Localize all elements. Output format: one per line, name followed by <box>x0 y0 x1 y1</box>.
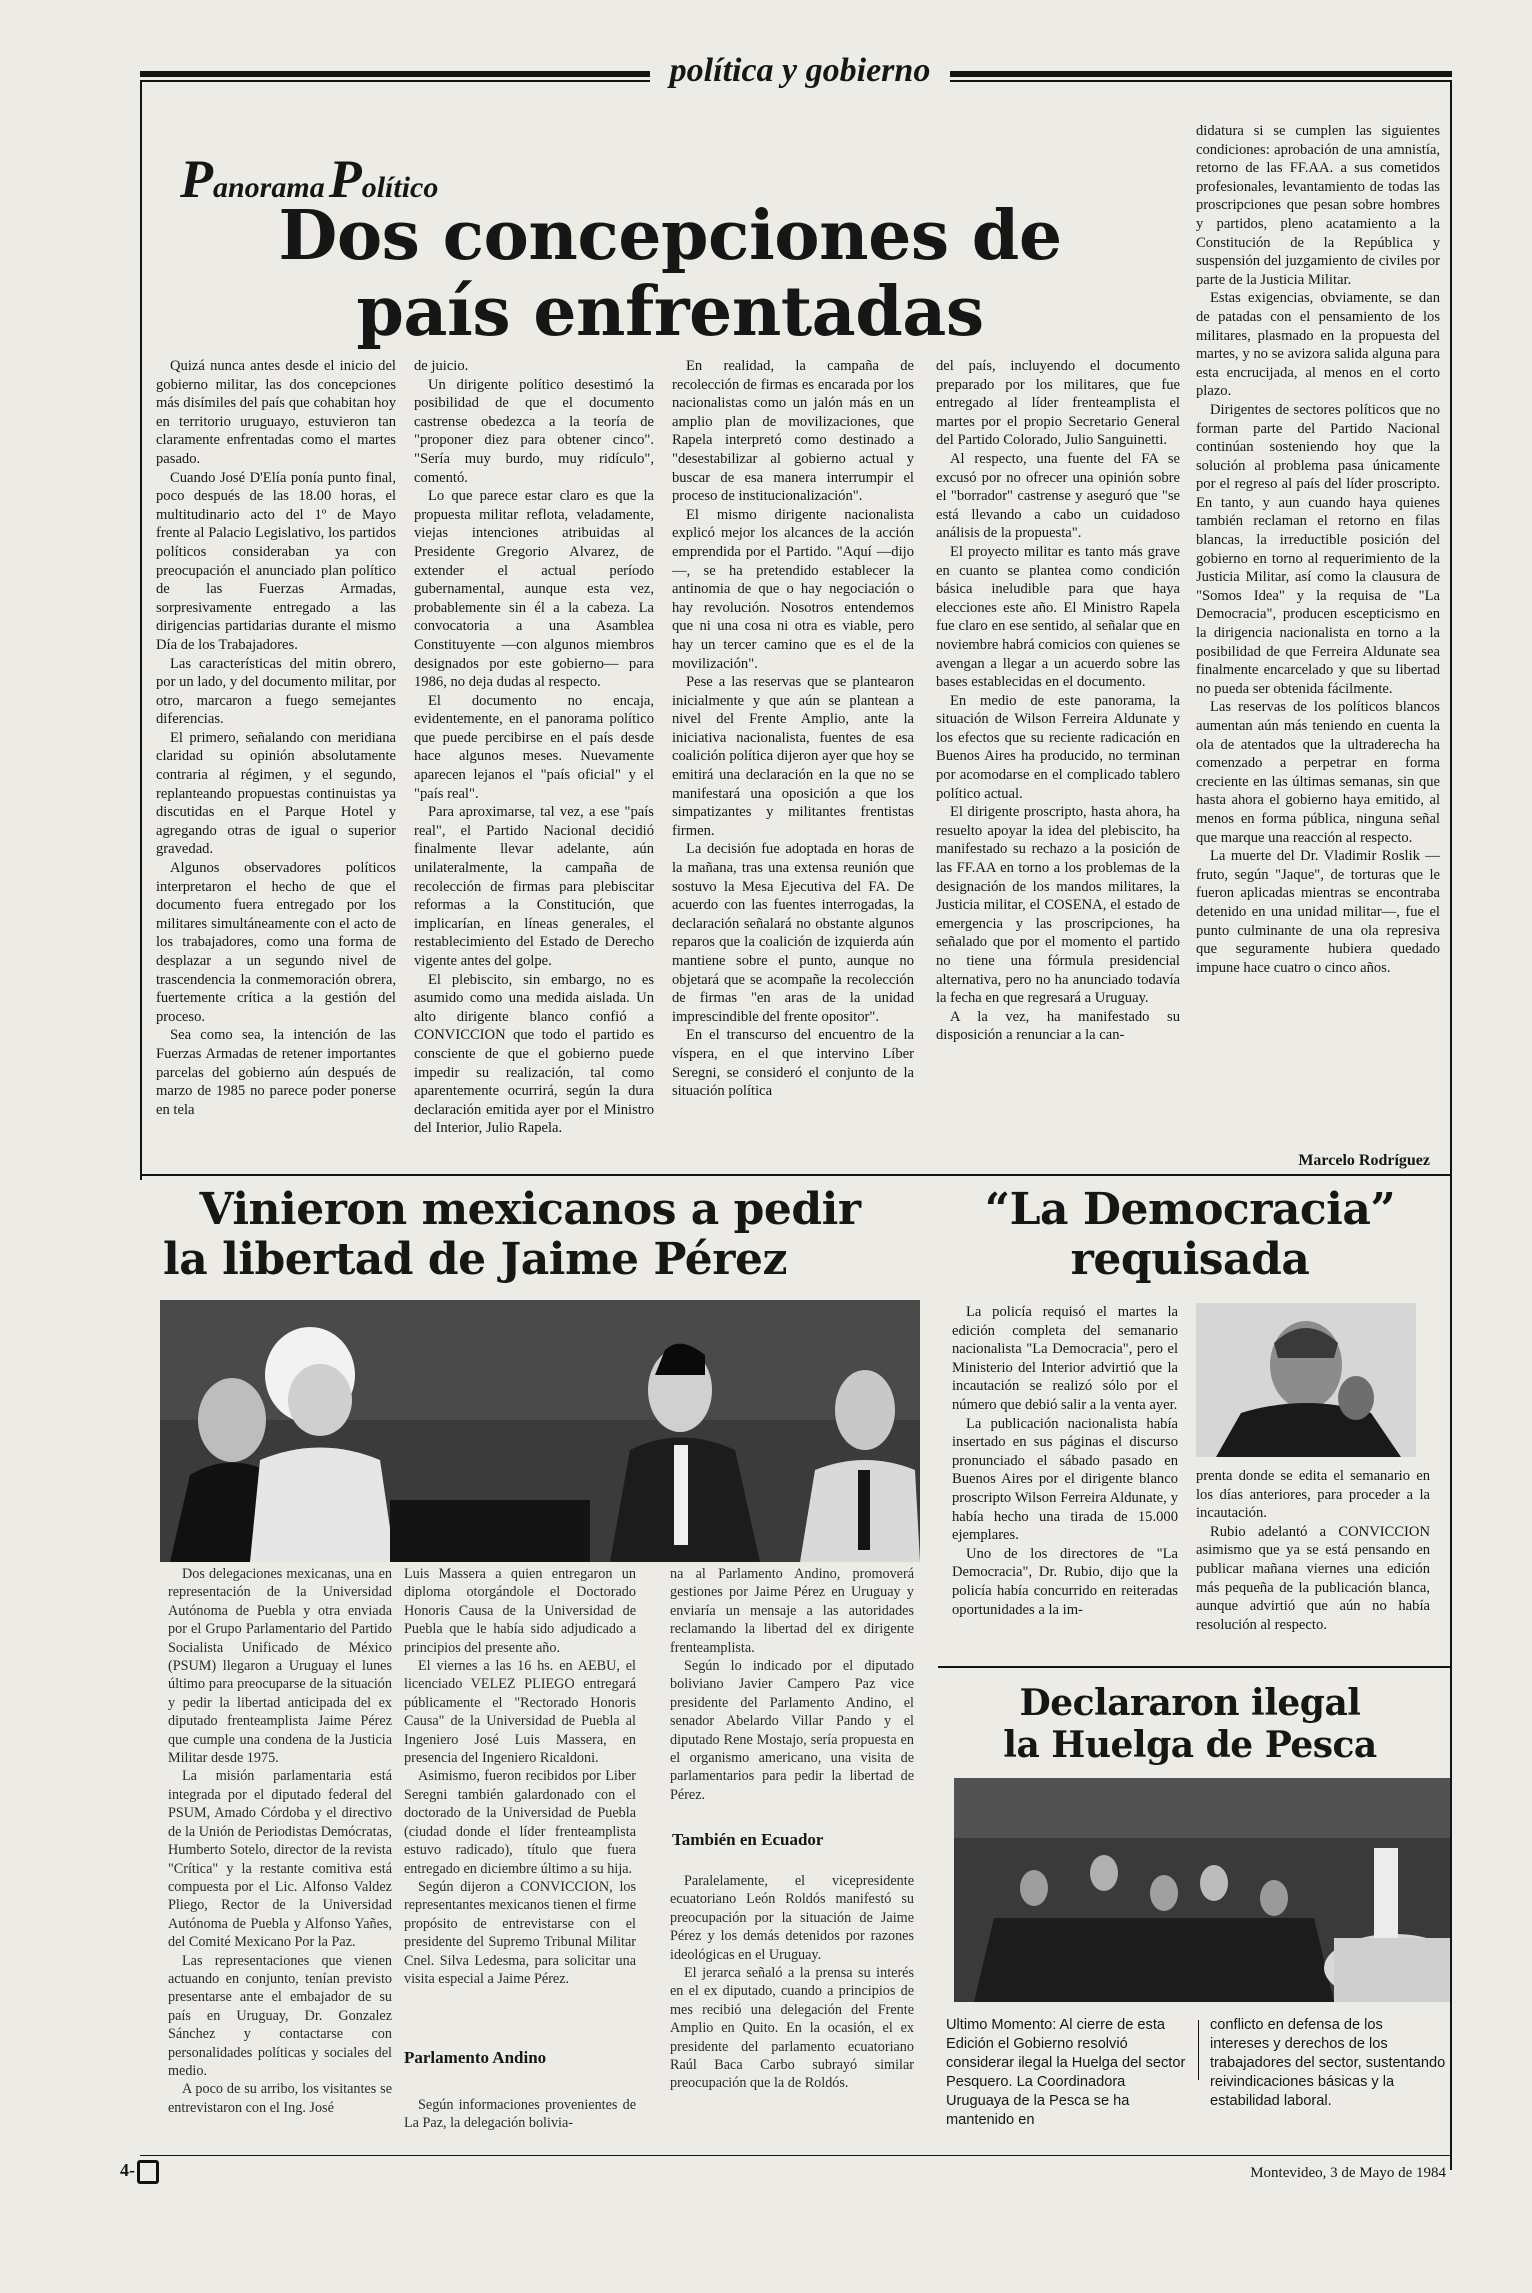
mexicanos-col-2 <box>404 1565 636 2025</box>
panorama-headline-2: país enfrentadas <box>356 272 984 352</box>
panorama-col-2 <box>414 357 654 1247</box>
mexicanos-col-3 <box>670 1565 914 1825</box>
pesca-photo <box>954 1778 1450 2002</box>
panorama-col-5 <box>1196 122 1440 1122</box>
paragraph: A poco de su arribo, los visitantes se entrevistaron con el Ing. José <box>168 2081 392 2116</box>
photo-illustration <box>1196 1303 1416 1457</box>
mexicanos-photo <box>160 1300 920 1562</box>
paragraph: A la vez, ha manifestado su disposición a renunciar a la can- <box>936 1008 1180 1044</box>
paragraph: Rubio adelantó a CONVICCION asimismo que ya se está pensando en publicar mañana viernes una edición más pequeña de la publicación blanca, aunque advirtió que aún no había resolución al respecto. <box>1196 1523 1430 1633</box>
subhead-tambien-ecuador: También en Ecuador <box>672 1830 824 1849</box>
photo-illustration <box>160 1300 920 1562</box>
paragraph: La muerte del Dr. Vladimir Roslik —fruto, según "Jaque", de torturas que le fueron aplicadas mientras se encontraba detenido en una unidad militar—, fue el punto culminante de una ola represiva que seguramente hubiera quedado impune hace cuatro o cinco años. <box>1196 848 1440 976</box>
paragraph: El jerarca señaló a la prensa su interés en el ex diputado, cuando a principios de mes recibió una delegación del Frente Amplio en Quito. En la ocasión, el ex presidente del parlamento ecuatoriano Raúl Baca Carbo subrayó similar preocupación que la de Roldós. <box>670 1965 914 2092</box>
paragraph: El primero, señalando con meridiana claridad su opinión absolutamente contraria al régimen, y el segundo, replanteando propuestas continuistas ya discutidas en el Parque Hotel y agregando otras de igual o superior gravedad. <box>156 729 396 858</box>
kicker-word-1: anorama <box>213 171 325 204</box>
panorama-byline: Marcelo Rodríguez <box>1298 1152 1430 1169</box>
paragraph: El proyecto militar es tanto más grave en cuanto se plantea como condición básica ineludible para que haya elecciones este año. El Ministro Rapela fue claro en ese sentido, al señalar que en noviembre habrá comicios con quienes se avengan a llegar a un acuerdo sobre las bases establecidas en el documento. <box>936 543 1180 691</box>
democracia-col-1 <box>952 1303 1178 1663</box>
panorama-headline-1: Dos concepciones de <box>278 196 1062 276</box>
kicker-word-2: olítico <box>361 171 439 204</box>
paragraph: prenta donde se edita el semanario en los días anteriores, para proceder a la incautación. <box>1196 1468 1430 1522</box>
frame-left <box>140 80 142 1180</box>
paragraph: Las reservas de los políticos blancos aumentan aún más teniendo en cuenta la ola de atentados que la ultraderecha ha comenzado a perpetrar en forma creciente en las últimas semanas, sin que hasta ahora el gobierno haya emitido, al menos en forma pública, ninguna señal que marque una reacción al respecto. <box>1196 699 1440 846</box>
kicker-initial-1: P <box>180 149 213 209</box>
pesca-headline-1: Declararon ilegal <box>1019 1682 1361 1724</box>
paragraph: Según lo indicado por el diputado boliviano Javier Campero Paz vice presidente del Parlamento Andino, el senador Abelardo Villar Pando y el diputado Rene Mostajo, sería propuesta en el organismo americano, una visita de parlamentarios para pedir la libertad de Pérez. <box>670 1658 914 1803</box>
paragraph: de juicio. <box>414 358 469 374</box>
paragraph: Lo que parece estar claro es que la propuesta militar reflota, veladamente, viejas intenciones atribuidas al Presidente Gregorio Alvarez, de extender el actual período gubernamental, aunque esta vez, probablemente sin él a la cabeza. La convocatoria a una Asamblea Constituyente —con algunos miembros designados por este gobierno— para 1986, no deja dudas al respecto. <box>414 488 654 691</box>
paragraph: didatura si se cumplen las siguientes condiciones: aprobación de una amnistía, retorno de las FF.AA. a sus cometidos profesionales, levantamiento de todas las proscripciones que pesan sobre hombres y partidos, pleno acatamiento a la Constitución de la República y suspensión del juzgamiento de civiles por parte de la Justicia Militar. <box>1196 123 1440 288</box>
kicker-initial-2: P <box>328 149 362 209</box>
mexicanos-col-2b <box>404 2096 636 2140</box>
paragraph: del país, incluyendo el documento preparado por los militares, que fue entregado al líder frenteamplista el martes por el propio Secretario General del Partido Colorado, Julio Sanguinetti. <box>936 358 1180 449</box>
paragraph: Asimismo, fueron recibidos por Liber Seregni también galardonado con el doctorado de la Universidad de Puebla (ciudad donde el líder frenteamplista estuvo radicado), título que fuera entregado en diciembre último a su hija. <box>404 1768 636 1877</box>
paragraph: La policía requisó el martes la edición completa del semanario nacionalista "La Democracia", pero el Ministerio del Interior advirtió que la incautación se realizó sólo por el número que debió salir a la venta ayer. <box>952 1304 1178 1413</box>
paragraph: Según informaciones provenientes de La Paz, la delegación bolivia- <box>404 2097 636 2132</box>
panorama-col-1 <box>156 357 396 1247</box>
paragraph: Según dijeron a CONVICCION, los representantes mexicanos tienen el firme propósito de entrevistarse con el presidente del Supremo Tribunal Militar Cnel. Silva Ledesma, para solicitar una visita especial a Jaime Pérez. <box>404 1878 636 1987</box>
paragraph: Uno de los directores de "La Democracia", Dr. Rubio, dijo que la policía había concurrido en reiteradas oportunidades a la im- <box>952 1545 1178 1618</box>
convicción-logo-icon <box>137 2160 159 2184</box>
mexicanos-col-3b <box>670 1872 914 2132</box>
paragraph: Las características del mitin obrero, por un lado, y del documento militar, por otro, marcaron a fuego semejantes diferencias. <box>156 655 396 728</box>
paragraph: Dos delegaciones mexicanas, una en representación de la Universidad Autónoma de Puebla y otra enviada por el Grupo Parlamentario del Partido Socialista Unificado de México (PSUM) llegaron a Uruguay el lunes último para preocuparse de la situación y pedir la libertad anticipada del ex diputado frenteamplista Jaime Pérez que cumple una condena de la Justicia Militar desde 1975. <box>168 1566 392 1767</box>
panorama-bottom-rule <box>140 1174 1452 1176</box>
pesca-col-divider <box>1198 2020 1199 2080</box>
panorama-col-3 <box>672 357 914 1247</box>
paragraph: Las representaciones que vienen actuando en conjunto, tenían previsto presentarse ante el embajador de su país en Uruguay, Dr. Gonzalez Sánchez y contactarse con personalidades políticas y sociales del medio. <box>168 1952 392 2079</box>
page-number <box>120 2160 159 2184</box>
democracia-headline-2: requisada <box>1070 1234 1310 1285</box>
section-title <box>650 52 950 92</box>
paragraph: El mismo dirigente nacionalista explicó mejor los alcances de la acción emprendida por el Partido. "Aquí —dijo—, se ha pretendido establecer la antinomia de que o hay negociación o hay revolución. Nosotros entendemos que ni una cosa ni otra es viable, pero hay un tercer camino que es el de la movilización". <box>672 506 914 672</box>
footer-rule <box>140 2155 1452 2156</box>
paragraph: Dirigentes de sectores políticos que no forman parte del Partido Nacional continúan sosteniendo hoy que la solución al problema pasa únicamente por el regreso al país del líder proscripto. En tanto, y aun cuando haya quienes también reclaman el retorno en filas blancas, la irreductible posición del gobierno en torno al requerimiento de la Justicia Militar, así como la clausura de "Somos Idea" y la requisa de "La Democracia", producen escepticismo en la dirigencia nacionalista en torno a la posibilidad de que Ferreira Aldunate sea finalmente encarcelado y que su libertad no pueda ser obtenida fácilmente. <box>1196 401 1440 697</box>
paragraph: Ultimo Momento: Al cierre de esta Edición el Gobierno resolvió considerar ilegal la Huelga del sector Pesquero. La Coordinadora Uruguaya de la Pesca se ha mantenido en <box>946 2017 1186 2128</box>
subhead-parlamento-andino: Parlamento Andino <box>404 2048 547 2067</box>
paragraph: na al Parlamento Andino, promoverá gestiones por Jaime Pérez en Uruguay y enviaría un mensaje a las autoridades reclamando la libertad del ex dirigente frenteamplista. <box>670 1566 914 1656</box>
paragraph: El viernes a las 16 hs. en AEBU, el licenciado VELEZ PLIEGO entregará públicamente el "Rectorado Honoris Causa" de la Universidad de Puebla al Ingeniero José Luis Massera, en presencia del Ingeniero Ricaldoni. <box>404 1658 636 1767</box>
mexicanos-headline-1: Vinieron mexicanos a pedir <box>199 1184 861 1235</box>
paragraph: Cuando José D'Elía ponía punto final, poco después de las 18.00 horas, el multitudinario acto del 1º de Mayo frente al Palacio Legislativo, los partidos políticos consideraban ya con preocupación el anunciado plan político de las Fuerzas Armadas, sorpresivamente entregado a las dirigencias partidarias durante el mismo Día de los Trabajadores. <box>156 469 396 653</box>
paragraph: Pese a las reservas que se plantearon inicialmente y que aún se plantean a nivel del Frente Amplio, ante la iniciativa nacionalista, fuentes de esa coalición política dijeron ayer que hoy se emitirá una declaración en la que no se manifestará una oposición a que los simpatizantes y militantes frentistas firmen. <box>672 674 914 839</box>
paragraph: Luis Massera a quien entregaron un diploma otorgándole el Doctorado Honoris Causa de la Universidad de Puebla que le había sido adjudicado a principios del presente año. <box>404 1566 636 1656</box>
paragraph: conflicto en defensa de los intereses y derechos de los trabajadores del sector, sustentando reivindicaciones básicas y la estabilidad laboral. <box>1210 2017 1446 2109</box>
section-title-text: política y gobierno <box>669 52 931 89</box>
paragraph: El plebiscito, sin embargo, no es asumido como una medida aislada. Un alto dirigente blanco confió a CONVICCION que todo el partido es consciente de que el gobierno puede impedir su realización, tal como aparentemente ocurrirá, según la dura declaración emitida ayer por el Ministro del Interior, Julio Rapela. <box>414 971 654 1137</box>
pesca-headline-2: la Huelga de Pesca <box>1003 1724 1377 1766</box>
paragraph: La misión parlamentaria está integrada por el diputado federal del PSUM, Amado Córdoba y el directivo de la Unión de Periodistas Demócratas, Humberto Sotelo, director de la revista "Crítica" y la restante comitiva está compuesta por el Lic. Alfonso Valdez Pliego, Rector de la Universidad Autónoma de Puebla y Alfonso Yañes, del Comité Mexicano Por la Paz. <box>168 1768 392 1951</box>
democracia-headline-1: “La Democracia” <box>984 1184 1396 1235</box>
paragraph: Sea como sea, la intención de las Fuerzas Armadas de retener importantes parcelas del gobierno aún después de marzo de 1985 no parece poder ponerse en tela <box>156 1027 396 1118</box>
issue-date: Montevideo, 3 de Mayo de 1984 <box>1250 2165 1446 2181</box>
paragraph: La decisión fue adoptada en horas de la mañana, tras una extensa reunión que sostuvo la Mesa Ejecutiva del FA. De acuerdo con las fuentes interrogadas, la declaración señalará no obstante algunos reparos que la coalición de izquierda aún mantiene sobre el punto, aunque no objetará que se acompañe la recolección de firmas "en aras de la unidad imprescindible del frente opositor". <box>672 841 914 1025</box>
democracia-bottom-rule <box>938 1666 1452 1668</box>
paragraph: En realidad, la campaña de recolección de firmas es encarada por los nacionalistas como un jalón más en un amplio plan de movilizaciones, que Rapela interpretó como destinado a "desestabilizar al gobierno actual y buscar de esa manera interrumpir el proceso de institucionalización". <box>672 358 914 505</box>
rubio-photo <box>1196 1303 1416 1457</box>
mexicanos-col-1 <box>168 1565 392 2135</box>
paragraph: Para aproximarse, tal vez, a ese "país real", el Partido Nacional decidió finalmente llevar adelante, aún unilateralmente, la campaña de recolección de firmas para plebiscitar reformas a la Constitución, que implicarían, en líneas generales, el restablecimiento del Estado de Derecho vigente antes del golpe. <box>414 804 654 969</box>
paragraph: El dirigente proscripto, hasta ahora, ha resuelto apoyar la idea del plebiscito, ha manifestado su rechazo a la posición de las FF.AA en torno a los problemas de la designación de los mandos militares, la Justicia militar, el COSENA, el estado de emergencia y las proscripciones, ha señalado que por el momento el partido no tiene una fórmula presidencial alternativa, pero no ha anunciado todavía la fecha en que regresará a Uruguay. <box>936 804 1180 1007</box>
pesca-col-1 <box>946 2016 1190 2146</box>
paragraph: Un dirigente político desestimó la posibilidad de que el documento castrense obedezca a la teoría de "proponer diez para obtener cinco". "Sería muy burdo, muy ridículo", comentó. <box>414 376 654 486</box>
paragraph: Quizá nunca antes desde el inicio del gobierno militar, las dos concepciones más disímiles del país que cohabitan hoy en territorio uruguayo, estuvieron tan claramente enfrentadas como el martes pasado. <box>156 358 396 467</box>
mexicanos-headline-2: la libertad de Jaime Pérez <box>163 1234 787 1285</box>
paragraph: Estas exigencias, obviamente, se dan de patadas con el pensamiento de los militares, plasmado en la propuesta del martes, y no se avizora salida alguna para esta encrucijada, al menos en el corto plazo. <box>1196 290 1440 400</box>
paragraph: El documento no encaja, evidentemente, en el panorama político que puede percibirse en el país desde hace algunos meses. Nuevamente aparecen lejanos el "país oficial" y el "país real". <box>414 692 654 802</box>
paragraph: Al respecto, una fuente del FA se excusó por no ofrecer una opinión sobre el "borrador" castrense y aseguró que "se está llevando a cabo un cuidadoso análisis de la propuesta". <box>936 450 1180 542</box>
frame-right <box>1450 80 1452 2170</box>
pesca-col-2 <box>1210 2016 1446 2146</box>
paragraph: Paralelamente, el vicepresidente ecuatoriano León Roldós manifestó su preocupación por la situación de Jaime Pérez y los demás detenidos por razones ideológicas en el Uruguay. <box>670 1873 914 1963</box>
paragraph: La publicación nacionalista había insertado en sus páginas el discurso pronunciado el sábado pasado en Buenos Aires por el dirigente blanco proscripto Wilson Ferreira Aldunate, y había hecho una tirada de 15.000 ejemplares. <box>952 1415 1178 1544</box>
paragraph: En medio de este panorama, la situación de Wilson Ferreira Aldunate y los efectos que su reciente radicación en Buenos Aires ha producido, no terminan por acomodarse en el complicado tablero político actual. <box>936 692 1180 802</box>
panorama-col-4 <box>936 357 1180 1247</box>
paragraph: En el transcurso del encuentro de la víspera, en el que intervino Líber Seregni, se consideró el conjunto de la situación política <box>672 1027 914 1100</box>
page-number-text: 4- <box>120 2160 135 2181</box>
democracia-col-2 <box>1196 1467 1430 1667</box>
photo-illustration <box>954 1778 1450 2002</box>
paragraph: Algunos observadores políticos interpretaron el hecho de que el documento fuera entregado por los militares simultáneamente con el acto de los trabajadores, como una forma de desplazar a un segundo nivel de trascendencia la conmemoración obrera, fuertemente crítica a la gestión del proceso. <box>156 860 396 1025</box>
